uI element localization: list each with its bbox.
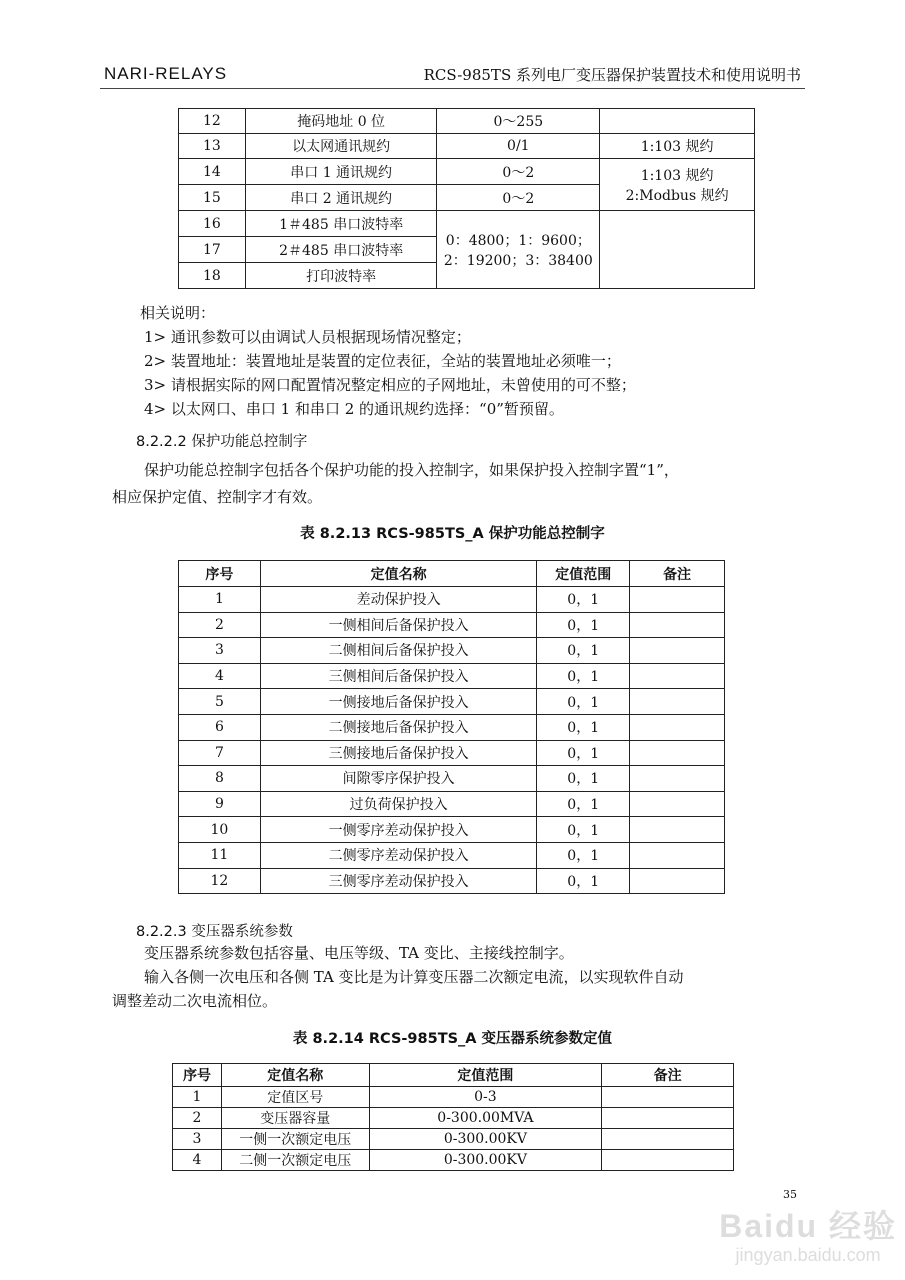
cell-note [630,766,725,792]
cell-name: 一侧一次额定电压 [221,1129,369,1150]
paragraph: 相应保护定值、控制字才有效。 [112,488,323,506]
cell-name: 间隙零序保护投入 [260,766,536,792]
cell-name: 1＃485 串口波特率 [245,211,437,237]
col-header: 定值名称 [221,1064,369,1087]
note-item: 1> 通讯参数可以由调试人员根据现场情况整定； [144,328,471,346]
col-header: 序号 [173,1064,222,1087]
watermark-url: jingyan.baidu.com [735,1244,881,1265]
cell-name: 三侧零序差动保护投入 [260,868,536,894]
table-header-row [179,561,725,587]
col-header: 备注 [630,561,725,587]
cell-name: 一侧零序差动保护投入 [260,817,536,843]
paragraph: 调整差动二次电流相位。 [112,992,278,1010]
table-row [179,109,755,134]
header-brand: NARI-RELAYS [104,64,228,83]
table-row [179,817,725,843]
table-row [179,638,725,664]
cell-no: 5 [179,689,261,715]
cell-note [630,587,725,613]
cell-range: 0-300.00KV [369,1129,602,1150]
cell-note [602,1150,734,1171]
cell-range: 0/1 [437,134,600,159]
cell-name: 变压器容量 [221,1108,369,1129]
cell-range: 0～2 [437,185,600,211]
cell-no: 4 [173,1150,222,1171]
cell-note [630,842,725,868]
cell-no: 9 [179,791,261,817]
page-number: 35 [783,1188,797,1201]
cell-note [630,612,725,638]
cell-range: 0，1 [537,587,630,613]
cell-no: 7 [179,740,261,766]
cell-name: 定值区号 [221,1087,369,1108]
cell-note [630,714,725,740]
cell-note [602,1108,734,1129]
paragraph: 输入各侧一次电压和各侧 TA 变比是为计算变压器二次额定电流，以实现软件自动 [144,968,684,986]
table-row [179,791,725,817]
col-header: 备注 [602,1064,734,1087]
cell-name: 二侧相间后备保护投入 [260,638,536,664]
cell-range: 0，1 [537,638,630,664]
table-row [179,689,725,715]
comm-params-table [178,108,755,289]
note-item: 3> 请根据实际的网口配置情况整定相应的子网地址，未曾使用的可不整； [144,376,636,394]
table-header-row [173,1064,734,1087]
cell-note [630,791,725,817]
cell-range: 0-300.00MVA [369,1108,602,1129]
cell-no: 3 [179,638,261,664]
cell-no: 17 [179,237,246,263]
cell-note: 1:103 规约 [600,134,755,159]
note-item: 4> 以太网口、串口 1 和串口 2 的通讯规约选择：“0”暂预留。 [144,400,564,418]
cell-name: 三侧相间后备保护投入 [260,663,536,689]
cell-note [630,689,725,715]
cell-note [602,1087,734,1108]
table-row [179,714,725,740]
table-caption: 表 8.2.13 RCS-985TS_A 保护功能总控制字 [300,526,605,542]
notes-title: 相关说明： [140,304,216,322]
cell-name: 二侧零序差动保护投入 [260,842,536,868]
cell-name: 2＃485 串口波特率 [245,237,437,263]
cell-name: 二侧接地后备保护投入 [260,714,536,740]
cell-no: 18 [179,263,246,289]
note-item: 2> 装置地址：装置地址是装置的定位表征，全站的装置地址必须唯一； [144,352,621,370]
table-row [173,1087,734,1108]
cell-range [437,211,600,289]
table-row [179,868,725,894]
cell-range: 0，1 [537,817,630,843]
cell-no: 16 [179,211,246,237]
section-heading: 8.2.2.2 保护功能总控制字 [136,434,308,450]
table-row [179,766,725,792]
cell-note [600,159,755,211]
table-row [173,1150,734,1171]
table-row [173,1129,734,1150]
cell-name: 三侧接地后备保护投入 [260,740,536,766]
cell-note [602,1129,734,1150]
cell-range: 0，1 [537,612,630,638]
cell-name: 打印波特率 [245,263,437,289]
table-row [179,211,755,237]
cell-name: 以太网通讯规约 [245,134,437,159]
cell-range: 0，1 [537,689,630,715]
cell-range: 0-3 [369,1087,602,1108]
table-row [179,842,725,868]
cell-no: 2 [173,1108,222,1129]
cell-no: 14 [179,159,246,185]
cell-range: 0，1 [537,842,630,868]
cell-no: 8 [179,766,261,792]
table-row [179,159,755,185]
range-line: 2：19200；3：38400 [443,252,593,269]
paragraph: 保护功能总控制字包括各个保护功能的投入控制字，如果保护投入控制字置“1”， [144,461,679,479]
col-header: 序号 [179,561,261,587]
cell-no: 3 [173,1129,222,1150]
note-line: 2:Modbus 规约 [625,187,729,204]
table-row [173,1108,734,1129]
cell-name: 差动保护投入 [260,587,536,613]
cell-note [600,109,755,134]
cell-range: 0，1 [537,714,630,740]
cell-name: 一侧接地后备保护投入 [260,689,536,715]
cell-name: 过负荷保护投入 [260,791,536,817]
cell-range: 0，1 [537,868,630,894]
cell-no: 4 [179,663,261,689]
cell-range: 0～255 [437,109,600,134]
cell-name: 掩码地址 0 位 [245,109,437,134]
cell-name: 串口 2 通讯规约 [245,185,437,211]
section-heading: 8.2.2.3 变压器系统参数 [136,924,293,940]
paragraph: 变压器系统参数包括容量、电压等级、TA 变比、主接线控制字。 [144,944,574,962]
cell-note [630,638,725,664]
cell-range: 0，1 [537,791,630,817]
col-header: 定值名称 [260,561,536,587]
note-line: 1:103 规约 [640,167,714,184]
baidu-watermark [719,1208,897,1265]
cell-range: 0，1 [537,740,630,766]
cell-note [630,817,725,843]
cell-note [600,211,755,289]
cell-note [630,740,725,766]
cell-no: 12 [179,868,261,894]
cell-note [630,663,725,689]
header-divider [100,88,805,89]
cell-no: 13 [179,134,246,159]
cell-name: 一侧相间后备保护投入 [260,612,536,638]
cell-range: 0～2 [437,159,600,185]
cell-no: 10 [179,817,261,843]
cell-no: 1 [173,1087,222,1108]
cell-no: 15 [179,185,246,211]
cell-note [630,868,725,894]
watermark-logo: Baidu 经验 [719,1208,897,1244]
protection-control-table [178,560,725,894]
table-row [179,740,725,766]
cell-range: 0，1 [537,766,630,792]
cell-no: 1 [179,587,261,613]
table-caption: 表 8.2.14 RCS-985TS_A 变压器系统参数定值 [292,1031,613,1047]
transformer-params-table [172,1063,734,1171]
cell-name: 串口 1 通讯规约 [245,159,437,185]
table-row [179,663,725,689]
col-header: 定值范围 [537,561,630,587]
table-row [179,612,725,638]
cell-no: 2 [179,612,261,638]
cell-range: 0，1 [537,663,630,689]
table-row [179,134,755,159]
table-row [179,587,725,613]
range-line: 0：4800；1：9600； [445,232,591,249]
cell-no: 6 [179,714,261,740]
cell-no: 12 [179,109,246,134]
cell-no: 11 [179,842,261,868]
col-header: 定值范围 [369,1064,602,1087]
cell-range: 0-300.00KV [369,1150,602,1171]
header-title: RCS-985TS 系列电厂变压器保护装置技术和使用说明书 [423,66,801,84]
cell-name: 二侧一次额定电压 [221,1150,369,1171]
